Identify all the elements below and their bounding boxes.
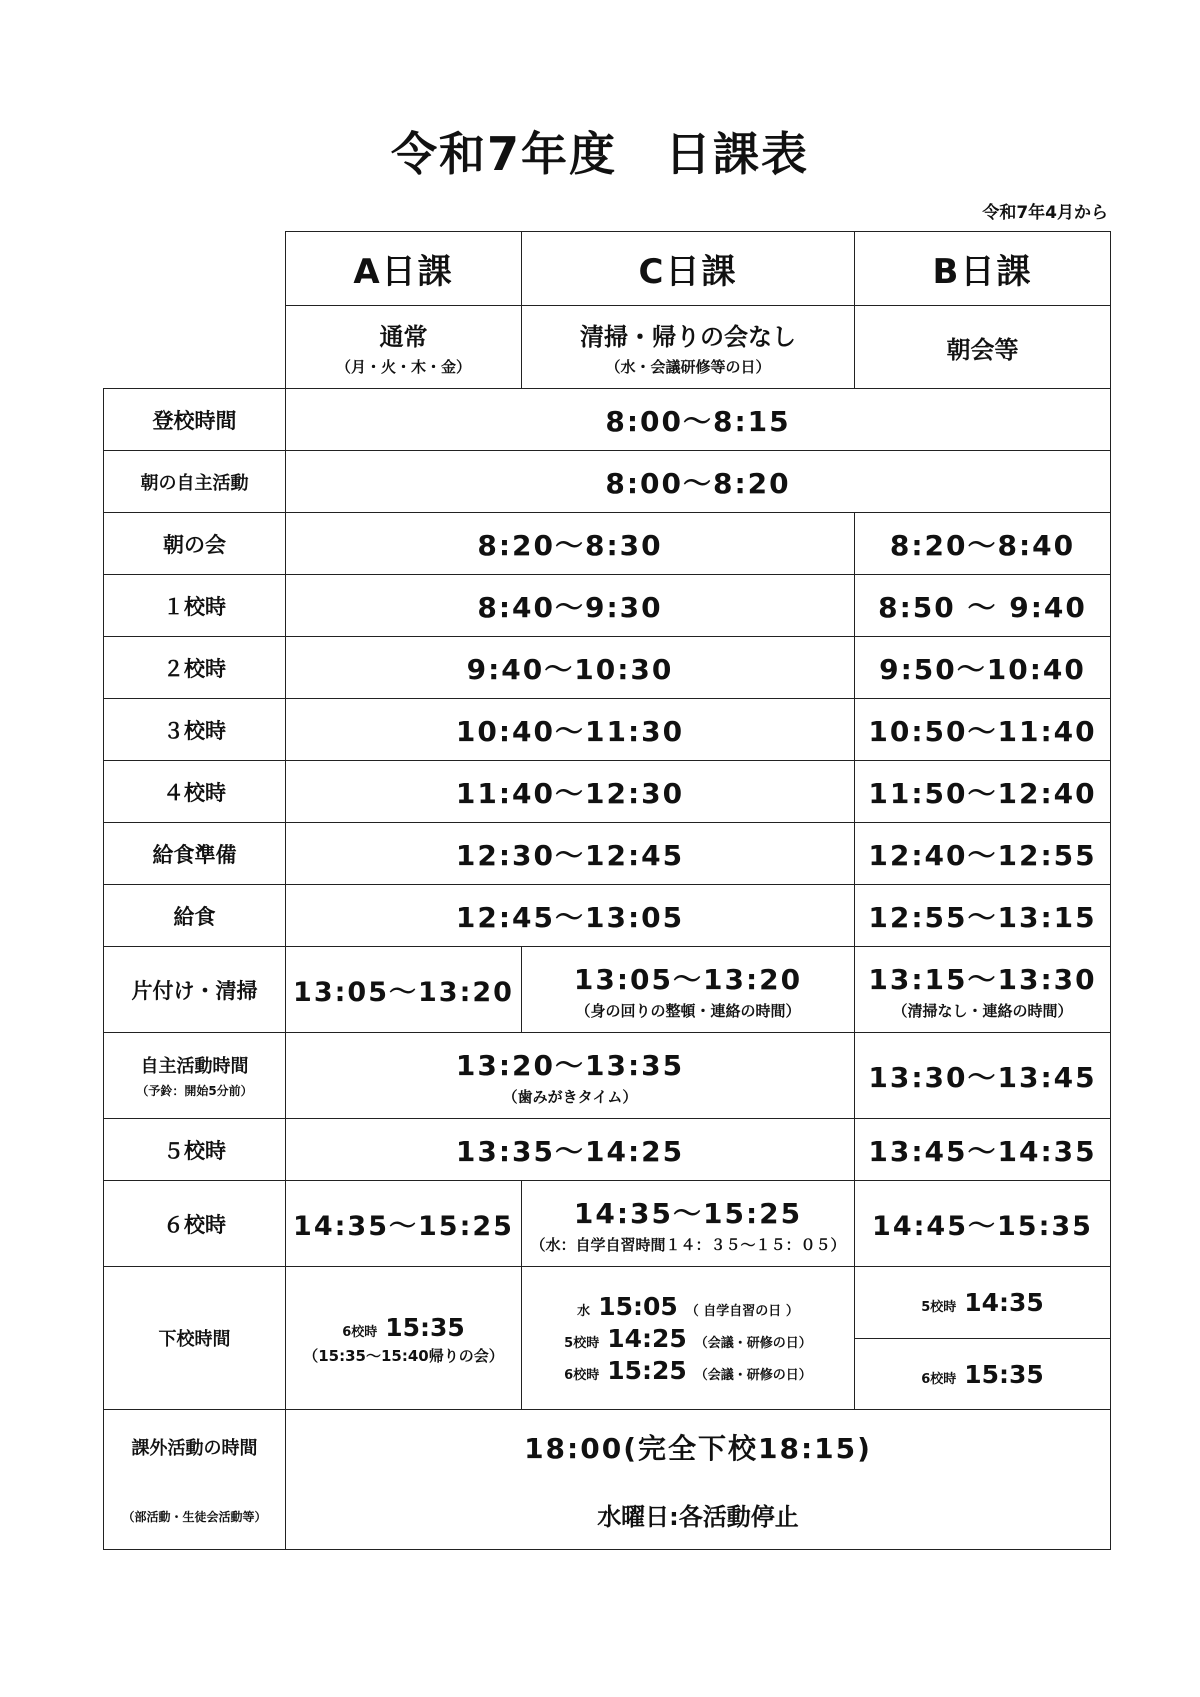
- time-text: 12:45～13:05: [455, 900, 685, 934]
- row-label-text: 登校時間: [152, 408, 237, 433]
- row-label-text: ４校時: [163, 780, 226, 805]
- club-time-text: 18:00(完全下校18:15): [524, 1432, 872, 1465]
- header-c-sub: （水・会議研修等の日）: [605, 358, 771, 376]
- dismissal-b-6: [855, 1339, 1111, 1410]
- header-b-desc: [855, 306, 1111, 389]
- row-label-sub: （予鈴：開始5分前）: [136, 1084, 253, 1098]
- table-row-dismissal: [104, 1267, 1111, 1339]
- time-ac: [286, 885, 855, 947]
- time-text: 12:30～12:45: [455, 838, 685, 872]
- dismissal-note: （ 自学自習の日 ）: [685, 1303, 799, 1319]
- time-b: [855, 513, 1111, 575]
- corner-blank: [104, 232, 286, 389]
- time-ac: [286, 637, 855, 699]
- table-row: [104, 513, 1111, 575]
- dismissal-b-5: [855, 1267, 1111, 1339]
- time-text: 8:00～8:15: [605, 404, 791, 438]
- time-text: 8:40～9:30: [477, 590, 663, 624]
- row-label-text: ２校時: [163, 656, 226, 681]
- club-times: [286, 1410, 1111, 1550]
- header-c-desc: [522, 306, 855, 389]
- time-text: 14:35～15:25: [293, 1211, 514, 1242]
- row-label-morning-meeting: [104, 513, 286, 575]
- time-text: 9:40～10:30: [466, 652, 674, 686]
- header-a-desc: [286, 306, 522, 389]
- dismissal-time: 15:35: [385, 1313, 465, 1342]
- time-text: 8:00～8:20: [605, 466, 791, 500]
- time-note: （歯みがきタイム）: [502, 1088, 638, 1106]
- dismissal-prefix: 水: [577, 1303, 591, 1319]
- table-row: [104, 637, 1111, 699]
- dismissal-time: 14:35: [964, 1288, 1044, 1317]
- time-a: [286, 947, 522, 1033]
- time-text: 13:35～14:25: [455, 1134, 685, 1168]
- row-label-text: 自主活動時間: [140, 1056, 249, 1077]
- time-b: [855, 637, 1111, 699]
- club-note-text: 水曜日:各活動停止: [597, 1503, 799, 1531]
- row-label-text: 下校時間: [158, 1329, 231, 1350]
- row-label-text: 片付け・清掃: [131, 978, 258, 1003]
- row-label-p6: [104, 1181, 286, 1267]
- dismissal-note: （会議・研修の日）: [694, 1367, 812, 1383]
- dismissal-prefix: 5校時: [564, 1335, 600, 1351]
- time-text: 13:30～13:45: [868, 1060, 1097, 1094]
- table-row: [104, 885, 1111, 947]
- row-label-p1: [104, 575, 286, 637]
- row-label-morning-self: [104, 451, 286, 513]
- row-label-text: ６校時: [163, 1212, 226, 1237]
- row-label-text: ３校時: [163, 718, 226, 743]
- time-ac: [286, 1119, 855, 1181]
- row-label-text: 給食: [173, 904, 216, 929]
- time-text: 13:15～13:30: [868, 963, 1097, 996]
- row-label-text: 給食準備: [152, 842, 237, 867]
- time-note: （水：自学自習時間１４：３５～１５：０５）: [530, 1236, 846, 1254]
- time-b: [855, 1033, 1111, 1119]
- header-b: [855, 232, 1111, 306]
- table-header-row: [104, 232, 1111, 306]
- dismissal-note: （会議・研修の日）: [694, 1335, 812, 1351]
- time-b: [855, 575, 1111, 637]
- daily-schedule-table: [103, 231, 1111, 1550]
- time-text: 13:05～13:20: [573, 963, 803, 996]
- time-b: [855, 885, 1111, 947]
- dismissal-c: [522, 1267, 855, 1410]
- time-text: 13:05～13:20: [293, 977, 514, 1008]
- time-a: [286, 1181, 522, 1267]
- time-text: 12:55～13:15: [868, 900, 1097, 934]
- row-label-p3: [104, 699, 286, 761]
- row-label-text: 課外活動の時間: [131, 1438, 258, 1459]
- time-c: [522, 947, 855, 1033]
- time-text: 10:40～11:30: [455, 714, 685, 748]
- header-b-main: 朝会等: [946, 335, 1019, 364]
- dismissal-note: （15:35～15:40帰りの会）: [303, 1347, 504, 1365]
- time-ac: [286, 699, 855, 761]
- time-ac: [286, 761, 855, 823]
- dismissal-time: 15:25: [607, 1355, 687, 1385]
- dismissal-time: 15:05: [598, 1291, 678, 1321]
- time-text: 11:40～12:30: [455, 776, 685, 810]
- header-a: [286, 232, 522, 306]
- header-a-main: 通常: [379, 323, 428, 351]
- row-label-lunch-prep: [104, 823, 286, 885]
- time-ac: [286, 575, 855, 637]
- time-ac: [286, 513, 855, 575]
- row-label-text: １校時: [163, 594, 226, 619]
- time-all: [286, 389, 1111, 451]
- table-row: [104, 451, 1111, 513]
- row-label-club: [104, 1410, 286, 1550]
- time-text: 9:50～10:40: [879, 652, 1086, 686]
- table-row: [104, 389, 1111, 451]
- table-row: [104, 1181, 1111, 1267]
- time-b: [855, 823, 1111, 885]
- time-ac: [286, 1033, 855, 1119]
- row-label-text: 朝の自主活動: [140, 472, 249, 494]
- time-b: [855, 1119, 1111, 1181]
- dismissal-prefix: 6校時: [921, 1371, 957, 1387]
- header-c-main: 清掃・帰りの会なし: [580, 323, 796, 351]
- table-row: [104, 947, 1111, 1033]
- dismissal-prefix: 6校時: [564, 1367, 600, 1383]
- table-row: [104, 699, 1111, 761]
- header-c-name: C日課: [638, 252, 738, 292]
- row-label-text: 朝の会: [163, 532, 226, 557]
- time-text: 10:50～11:40: [868, 714, 1097, 748]
- table-row: [104, 1033, 1111, 1119]
- time-text: 11:50～12:40: [868, 776, 1097, 810]
- table-row: [104, 823, 1111, 885]
- row-label-lunch: [104, 885, 286, 947]
- time-b: [855, 699, 1111, 761]
- row-label-dismissal: [104, 1267, 286, 1410]
- header-a-name: A日課: [353, 252, 454, 292]
- table-row: [104, 1119, 1111, 1181]
- page-title: 令和7年度 日課表: [390, 127, 809, 181]
- row-label-sub: （部活動・生徒会活動等）: [122, 1510, 267, 1524]
- time-c: [522, 1181, 855, 1267]
- time-text: 8:50 ～ 9:40: [878, 590, 1087, 624]
- header-c: [522, 232, 855, 306]
- header-b-name: B日課: [932, 252, 1033, 292]
- row-label-cleanup: [104, 947, 286, 1033]
- dismissal-prefix: 5校時: [921, 1300, 957, 1315]
- time-all: [286, 451, 1111, 513]
- time-note: （清掃なし・連絡の時間）: [892, 1002, 1073, 1020]
- time-text: 13:20～13:35: [455, 1049, 685, 1082]
- time-text: 14:45～15:35: [872, 1211, 1093, 1242]
- dismissal-time: 15:35: [964, 1359, 1044, 1389]
- time-b: [855, 1181, 1111, 1267]
- table-row: [104, 1410, 1111, 1550]
- dismissal-a: [286, 1267, 522, 1410]
- table-row: [104, 575, 1111, 637]
- row-label-arrival: [104, 389, 286, 451]
- row-label-p2: [104, 637, 286, 699]
- time-b: [855, 761, 1111, 823]
- time-text: 13:45～14:35: [868, 1134, 1097, 1168]
- time-text: 8:20～8:40: [889, 528, 1076, 562]
- header-a-sub: （月・火・木・金）: [335, 358, 471, 376]
- effective-date: 令和7年4月から: [982, 203, 1108, 223]
- time-text: 12:40～12:55: [868, 838, 1097, 872]
- time-note: （身の回りの整頓・連絡の時間）: [575, 1002, 801, 1020]
- time-b: [855, 947, 1111, 1033]
- dismissal-prefix: 6校時: [342, 1325, 378, 1340]
- row-label-p5: [104, 1119, 286, 1181]
- dismissal-time: 14:25: [607, 1323, 687, 1353]
- row-label-p4: [104, 761, 286, 823]
- time-ac: [286, 823, 855, 885]
- table-row: [104, 761, 1111, 823]
- row-label-text: ５校時: [163, 1138, 226, 1163]
- time-text: 8:20～8:30: [477, 528, 663, 562]
- row-label-self-study: [104, 1033, 286, 1119]
- time-text: 14:35～15:25: [573, 1197, 803, 1230]
